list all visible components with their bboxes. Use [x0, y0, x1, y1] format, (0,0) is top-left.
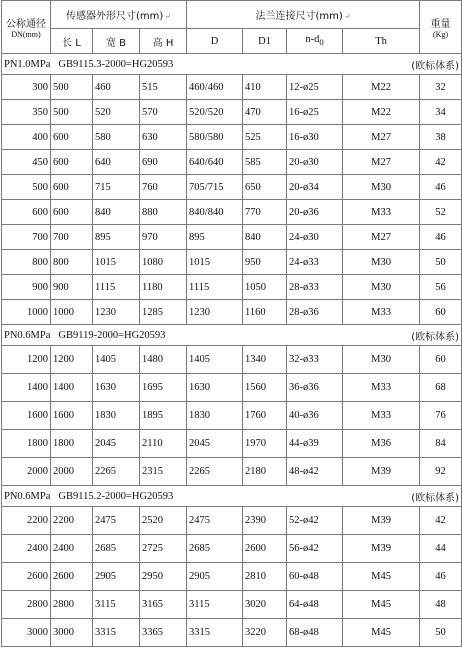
- cell-height: 690: [140, 150, 187, 175]
- weight-unit: (Kg): [432, 30, 449, 39]
- cell-flange-diameter: 2685: [187, 535, 243, 563]
- cell-height: 2950: [140, 563, 187, 591]
- cell-flange-diameter: 2905: [187, 563, 243, 591]
- cell-dn: 400: [2, 125, 51, 150]
- cell-height: 3365: [140, 619, 187, 647]
- dn-unit: DN(mm): [11, 30, 41, 39]
- cell-thickness: 48: [420, 591, 462, 619]
- cell-thickness: 46: [420, 175, 462, 200]
- cell-dn: 800: [2, 250, 51, 275]
- col-header-length: 长 L: [51, 29, 93, 54]
- cell-thread: M39: [343, 458, 420, 486]
- table-row: [2, 535, 462, 563]
- cell-thread: M39: [343, 535, 420, 563]
- cell-height: 760: [140, 175, 187, 200]
- table-row: [2, 100, 462, 125]
- cell-bolt-holes: 20-ø30: [287, 150, 343, 175]
- table-row: [2, 507, 462, 535]
- table-row: [2, 374, 462, 402]
- standard-system: (欧标体系): [411, 60, 460, 72]
- cell-height: 1895: [140, 402, 187, 430]
- col-header-width: 宽 B: [93, 29, 140, 54]
- standard-row: [2, 54, 462, 75]
- cell-width: 3315: [93, 619, 140, 647]
- pressure-rating: PN0.6MPa: [4, 490, 51, 502]
- cell-thread: M22: [343, 100, 420, 125]
- cell-flange-diameter: 1015: [187, 250, 243, 275]
- cell-thickness: 44: [420, 535, 462, 563]
- cell-length: 500: [51, 100, 93, 125]
- cell-length: 2600: [51, 563, 93, 591]
- dimension-table: [1, 0, 462, 647]
- table-row: [2, 346, 462, 374]
- cell-length: 1800: [51, 430, 93, 458]
- cell-bolt-circle: 1340: [243, 346, 287, 374]
- cell-width: 520: [93, 100, 140, 125]
- cell-bolt-circle: 2180: [243, 458, 287, 486]
- cell-thickness: 46: [420, 225, 462, 250]
- table-body: [2, 54, 462, 647]
- cell-flange-diameter: 580/580: [187, 125, 243, 150]
- cell-height: 2520: [140, 507, 187, 535]
- standard-row: [2, 325, 462, 346]
- cell-bolt-circle: 585: [243, 150, 287, 175]
- cell-width: 3115: [93, 591, 140, 619]
- cell-thread: M36: [343, 430, 420, 458]
- cell-length: 1400: [51, 374, 93, 402]
- cell-bolt-circle: 470: [243, 100, 287, 125]
- table-row: [2, 175, 462, 200]
- cell-width: 1015: [93, 250, 140, 275]
- cell-thread: M30: [343, 346, 420, 374]
- cell-thickness: 60: [420, 300, 462, 325]
- cell-thread: M30: [343, 175, 420, 200]
- cell-length: 1600: [51, 402, 93, 430]
- cell-flange-diameter: 1230: [187, 300, 243, 325]
- cell-thread: M33: [343, 300, 420, 325]
- cell-thickness: 50: [420, 619, 462, 647]
- cell-bolt-holes: 16-ø30: [287, 125, 343, 150]
- cell-width: 2905: [93, 563, 140, 591]
- cell-width: 580: [93, 125, 140, 150]
- cell-bolt-holes: 12-ø25: [287, 75, 343, 100]
- cell-bolt-holes: 60-ø48: [287, 563, 343, 591]
- cell-thread: M45: [343, 619, 420, 647]
- cell-dn: 2000: [2, 458, 51, 486]
- cell-width: 640: [93, 150, 140, 175]
- cell-dn: 700: [2, 225, 51, 250]
- paragraph-mark: ↵: [343, 12, 351, 21]
- cell-thickness: 76: [420, 402, 462, 430]
- cell-bolt-circle: 770: [243, 200, 287, 225]
- cell-thickness: 84: [420, 430, 462, 458]
- cell-length: 2800: [51, 591, 93, 619]
- cell-thread: M39: [343, 507, 420, 535]
- cell-thread: M27: [343, 125, 420, 150]
- table-row: [2, 300, 462, 325]
- cell-thread: M33: [343, 402, 420, 430]
- cell-bolt-holes: 40-ø36: [287, 402, 343, 430]
- cell-dn: 300: [2, 75, 51, 100]
- cell-thickness: 42: [420, 150, 462, 175]
- cell-flange-diameter: 705/715: [187, 175, 243, 200]
- cell-bolt-holes: 44-ø39: [287, 430, 343, 458]
- cell-thickness: 32: [420, 75, 462, 100]
- cell-height: 515: [140, 75, 187, 100]
- cell-bolt-circle: 1160: [243, 300, 287, 325]
- cell-bolt-circle: 1560: [243, 374, 287, 402]
- flange-standard: GB9115.3-2000=HG20593: [58, 58, 174, 70]
- cell-flange-diameter: 1630: [187, 374, 243, 402]
- cell-height: 1285: [140, 300, 187, 325]
- cell-height: 3165: [140, 591, 187, 619]
- cell-width: 1230: [93, 300, 140, 325]
- cell-length: 800: [51, 250, 93, 275]
- table-row: [2, 563, 462, 591]
- cell-bolt-holes: 24-ø33: [287, 250, 343, 275]
- cell-height: 880: [140, 200, 187, 225]
- cell-bolt-holes: 20-ø34: [287, 175, 343, 200]
- cell-bolt-circle: 3220: [243, 619, 287, 647]
- cell-width: 1630: [93, 374, 140, 402]
- header-row-1: [2, 1, 462, 29]
- cell-dn: 2200: [2, 507, 51, 535]
- flange-dimension-group-header: [187, 1, 420, 29]
- cell-dn: 500: [2, 175, 51, 200]
- cell-bolt-holes: 48-ø42: [287, 458, 343, 486]
- cell-flange-diameter: 520/520: [187, 100, 243, 125]
- cell-width: 2045: [93, 430, 140, 458]
- cell-width: 715: [93, 175, 140, 200]
- cell-bolt-holes: 68-ø48: [287, 619, 343, 647]
- cell-dn: 2800: [2, 591, 51, 619]
- cell-flange-diameter: 2045: [187, 430, 243, 458]
- cell-thread: M33: [343, 200, 420, 225]
- sensor-dimension-group-header: [51, 1, 187, 29]
- table-row: [2, 200, 462, 225]
- flange-standard: GB9119-2000=HG20593: [58, 329, 166, 341]
- cell-dn: 1600: [2, 402, 51, 430]
- cell-height: 630: [140, 125, 187, 150]
- cell-height: 2315: [140, 458, 187, 486]
- cell-dn: 1000: [2, 300, 51, 325]
- cell-bolt-circle: 2390: [243, 507, 287, 535]
- weight-label: 重量: [430, 19, 451, 30]
- cell-length: 3000: [51, 619, 93, 647]
- cell-length: 600: [51, 200, 93, 225]
- cell-bolt-circle: 650: [243, 175, 287, 200]
- cell-thread: M27: [343, 225, 420, 250]
- cell-flange-diameter: 895: [187, 225, 243, 250]
- cell-height: 1180: [140, 275, 187, 300]
- standard-row: [2, 486, 462, 507]
- cell-height: 970: [140, 225, 187, 250]
- cell-length: 900: [51, 275, 93, 300]
- cell-flange-diameter: 640/640: [187, 150, 243, 175]
- cell-length: 600: [51, 150, 93, 175]
- cell-bolt-circle: 525: [243, 125, 287, 150]
- cell-bolt-circle: 1050: [243, 275, 287, 300]
- cell-flange-diameter: 1830: [187, 402, 243, 430]
- standard-cell: [2, 325, 462, 346]
- header-row-2: [2, 29, 462, 54]
- col-header-bolt-circle: D1: [243, 29, 287, 54]
- cell-thread: M30: [343, 275, 420, 300]
- cell-dn: 1200: [2, 346, 51, 374]
- cell-flange-diameter: 460/460: [187, 75, 243, 100]
- cell-height: 570: [140, 100, 187, 125]
- cell-flange-diameter: 840/840: [187, 200, 243, 225]
- cell-bolt-circle: 950: [243, 250, 287, 275]
- cell-thread: M45: [343, 563, 420, 591]
- paragraph-mark: ↵: [164, 12, 172, 21]
- cell-dn: 1800: [2, 430, 51, 458]
- standard-system: (欧标体系): [411, 331, 460, 343]
- cell-flange-diameter: 2475: [187, 507, 243, 535]
- cell-length: 1000: [51, 300, 93, 325]
- cell-bolt-holes: 16-ø25: [287, 100, 343, 125]
- cell-bolt-circle: 1970: [243, 430, 287, 458]
- cell-height: 1695: [140, 374, 187, 402]
- col-header-thread: Th: [343, 29, 420, 54]
- cell-height: 1080: [140, 250, 187, 275]
- cell-dn: 1400: [2, 374, 51, 402]
- cell-bolt-holes: 28-ø33: [287, 275, 343, 300]
- table-row: [2, 250, 462, 275]
- cell-height: 1480: [140, 346, 187, 374]
- flange-standard: GB9115.2-2000=HG20593: [58, 490, 174, 502]
- cell-bolt-holes: 32-ø33: [287, 346, 343, 374]
- cell-length: 600: [51, 125, 93, 150]
- sensor-group-label: 传感器外形尺寸(mm): [66, 11, 164, 22]
- cell-dn: 450: [2, 150, 51, 175]
- cell-thickness: 34: [420, 100, 462, 125]
- cell-thread: M33: [343, 374, 420, 402]
- cell-thickness: 92: [420, 458, 462, 486]
- table-row: [2, 225, 462, 250]
- cell-bolt-circle: 410: [243, 75, 287, 100]
- cell-thickness: 60: [420, 346, 462, 374]
- cell-flange-diameter: 1405: [187, 346, 243, 374]
- cell-bolt-circle: 2600: [243, 535, 287, 563]
- cell-flange-diameter: 2265: [187, 458, 243, 486]
- flange-group-label: 法兰连接尺寸(mm): [255, 11, 343, 22]
- pressure-rating: PN0.6MPa: [4, 329, 51, 341]
- cell-flange-diameter: 3315: [187, 619, 243, 647]
- table-row: [2, 402, 462, 430]
- standard-system: (欧标体系): [411, 492, 460, 504]
- dn-label: 公称通径: [6, 19, 46, 30]
- cell-width: 1405: [93, 346, 140, 374]
- cell-thickness: 42: [420, 507, 462, 535]
- table-row: [2, 75, 462, 100]
- dn-header-cell: [2, 1, 51, 54]
- cell-thickness: 68: [420, 374, 462, 402]
- cell-length: 2400: [51, 535, 93, 563]
- col-header-bolt-holes: $n-d_0$: [287, 29, 343, 54]
- cell-width: 1115: [93, 275, 140, 300]
- cell-width: 460: [93, 75, 140, 100]
- cell-height: 2110: [140, 430, 187, 458]
- cell-bolt-holes: 36-ø36: [287, 374, 343, 402]
- cell-length: 500: [51, 75, 93, 100]
- cell-thickness: 50: [420, 250, 462, 275]
- cell-length: 2000: [51, 458, 93, 486]
- pressure-rating: PN1.0MPa: [4, 58, 51, 70]
- cell-dn: 3000: [2, 619, 51, 647]
- cell-bolt-holes: 20-ø36: [287, 200, 343, 225]
- cell-dn: 900: [2, 275, 51, 300]
- cell-flange-diameter: 3115: [187, 591, 243, 619]
- cell-bolt-circle: 840: [243, 225, 287, 250]
- cell-thread: M30: [343, 250, 420, 275]
- table-row: [2, 430, 462, 458]
- cell-bolt-holes: 52-ø42: [287, 507, 343, 535]
- col-header-height: 高 H: [140, 29, 187, 54]
- flowmeter-dimension-table-page: [1, 0, 461, 647]
- cell-thread: M27: [343, 150, 420, 175]
- cell-bolt-holes: 28-ø36: [287, 300, 343, 325]
- cell-width: 2475: [93, 507, 140, 535]
- table-row: [2, 125, 462, 150]
- standard-cell: [2, 486, 462, 507]
- cell-bolt-circle: 3020: [243, 591, 287, 619]
- cell-dn: 350: [2, 100, 51, 125]
- col-header-flange-diameter: D: [187, 29, 243, 54]
- cell-height: 2725: [140, 535, 187, 563]
- cell-thickness: 56: [420, 275, 462, 300]
- cell-thread: M22: [343, 75, 420, 100]
- cell-bolt-holes: 56-ø42: [287, 535, 343, 563]
- cell-width: 895: [93, 225, 140, 250]
- table-row: [2, 591, 462, 619]
- cell-dn: 2600: [2, 563, 51, 591]
- cell-bolt-holes: 64-ø48: [287, 591, 343, 619]
- cell-thickness: 52: [420, 200, 462, 225]
- cell-flange-diameter: 1115: [187, 275, 243, 300]
- table-row: [2, 150, 462, 175]
- cell-dn: 600: [2, 200, 51, 225]
- cell-bolt-circle: 2810: [243, 563, 287, 591]
- cell-width: 1830: [93, 402, 140, 430]
- cell-length: 600: [51, 175, 93, 200]
- table-row: [2, 275, 462, 300]
- cell-width: 2685: [93, 535, 140, 563]
- table-row: [2, 619, 462, 647]
- weight-header-cell: [420, 1, 462, 54]
- cell-dn: 2400: [2, 535, 51, 563]
- cell-length: 2200: [51, 507, 93, 535]
- cell-bolt-holes: 24-ø30: [287, 225, 343, 250]
- standard-cell: [2, 54, 462, 75]
- cell-width: 840: [93, 200, 140, 225]
- cell-thickness: 38: [420, 125, 462, 150]
- cell-bolt-circle: 1760: [243, 402, 287, 430]
- cell-length: 700: [51, 225, 93, 250]
- cell-thickness: 46: [420, 563, 462, 591]
- cell-thread: M45: [343, 591, 420, 619]
- cell-width: 2265: [93, 458, 140, 486]
- cell-length: 1200: [51, 346, 93, 374]
- table-row: [2, 458, 462, 486]
